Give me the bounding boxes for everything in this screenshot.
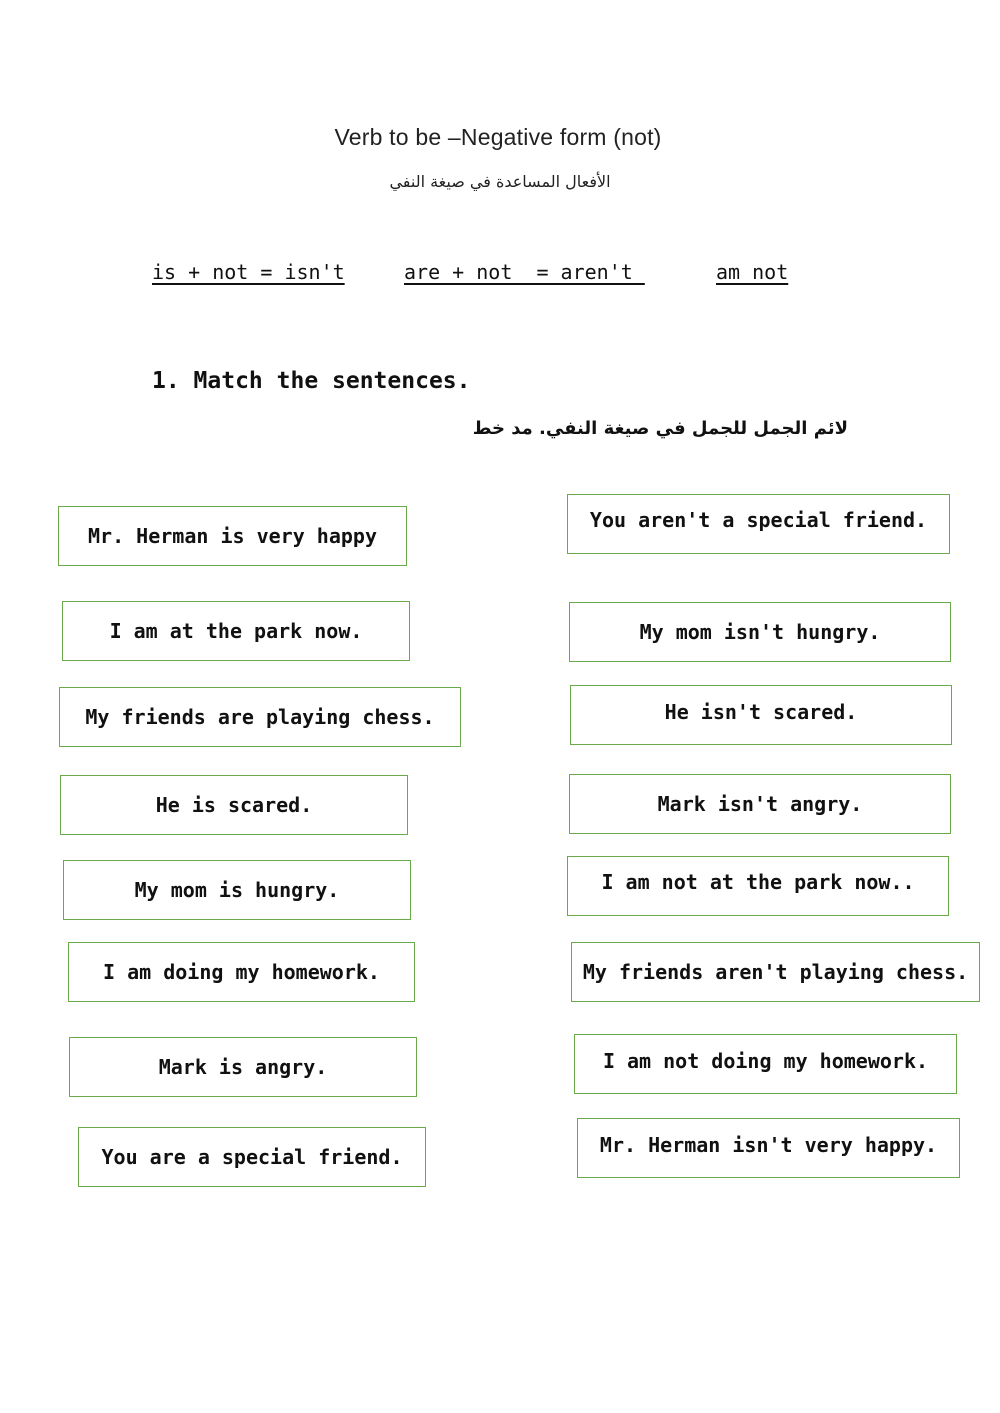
left-sentence-box[interactable]: You are a special friend. [78, 1127, 426, 1187]
right-sentence-box[interactable]: My friends aren't playing chess. [571, 942, 980, 1002]
left-sentence-box[interactable]: I am doing my homework. [68, 942, 415, 1002]
left-sentence-box[interactable]: He is scared. [60, 775, 408, 835]
right-sentence-box[interactable]: My mom isn't hungry. [569, 602, 951, 662]
left-sentence-box[interactable]: I am at the park now. [62, 601, 410, 661]
left-sentence-box[interactable]: My mom is hungry. [63, 860, 411, 920]
left-sentence-box[interactable]: My friends are playing chess. [59, 687, 461, 747]
left-sentence-box[interactable]: Mr. Herman is very happy [58, 506, 407, 566]
right-sentence-box[interactable]: You aren't a special friend. [567, 494, 950, 554]
right-sentence-box[interactable]: I am not at the park now.. [567, 856, 949, 916]
right-sentence-box[interactable]: Mark isn't angry. [569, 774, 951, 834]
right-sentence-box[interactable]: Mr. Herman isn't very happy. [577, 1118, 960, 1178]
left-sentence-box[interactable]: Mark is angry. [69, 1037, 417, 1097]
page-subtitle-arabic: الأفعال المساعدة في صيغة النفي [389, 172, 611, 191]
exercise-heading: 1. Match the sentences. [152, 368, 471, 394]
rule-is-not: is + not = isn't [152, 260, 345, 284]
rule-are-not: are + not = aren't [404, 260, 645, 284]
exercise-instruction-arabic: لائم الجمل للجمل في صيغة النفي. مد خط [472, 418, 848, 439]
right-sentence-box[interactable]: I am not doing my homework. [574, 1034, 957, 1094]
page-title: Verb to be –Negative form (not) [334, 124, 662, 150]
rule-am-not: am not [716, 260, 789, 284]
right-sentence-box[interactable]: He isn't scared. [570, 685, 952, 745]
